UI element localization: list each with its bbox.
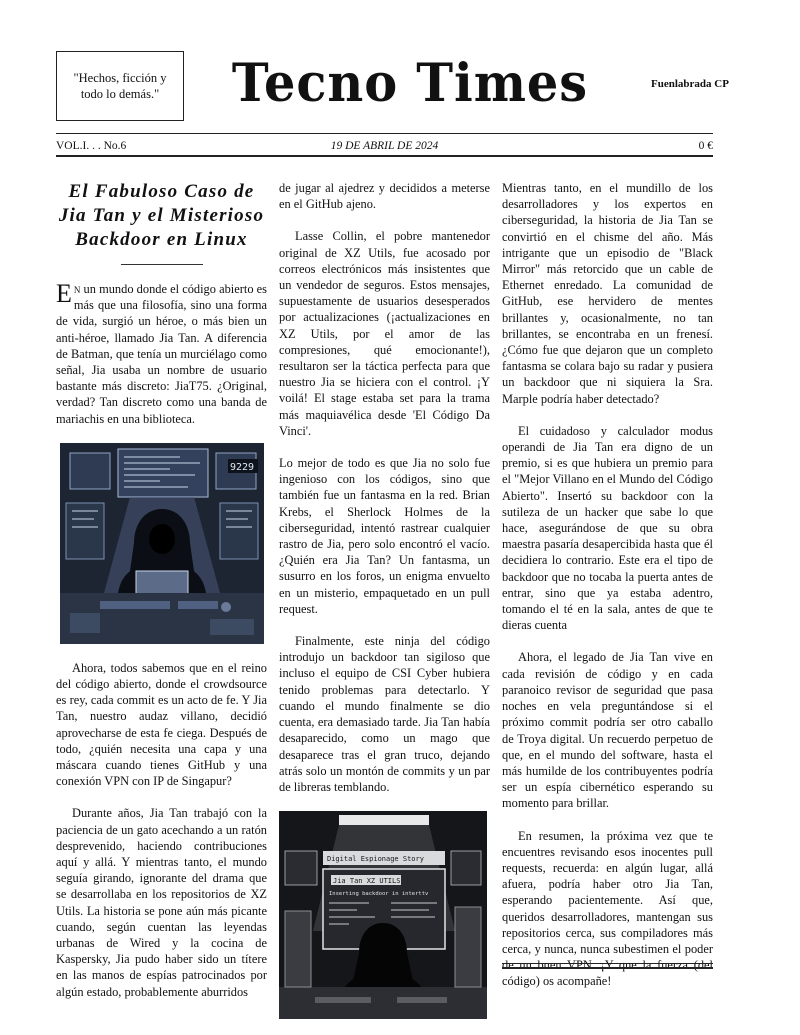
col3-paragraph-3: Ahora, el legado de Jia Tan vive en cada revisión de código y en cada paranoico revisor de seguridad que pasa noches en vela preguntándose si el próximo commit podría ser otro caballo de Troya digital. Un recuerdo perpetuo de que, en el mundo del software, hasta el más humilde de los contribuyentes podría ser un espía cibernético esperando su momento para brillar. <box>502 650 713 811</box>
headline-divider <box>121 264 203 265</box>
lead-smallcaps: n <box>73 282 81 296</box>
hooded-hacker-image <box>60 443 264 644</box>
date-label: 19 DE ABRIL DE 2024 <box>330 140 439 152</box>
col2-paragraph-4: Finalmente, este ninja del código introdujo un backdoor tan sigiloso que incluso el equipo de CSI Cyber hubiera tenido problemas para detectarlo. Y cuando el mundo finalmente se dio cuenta, era demasiado tarde. Jia Tan había desaparecido, como un mago que desaparece tras el gran truco, dejando atrás solo un montón de commits y un par de libreras temblando. <box>279 634 490 794</box>
lead-text: un mundo donde el código abierto es más que una filosofía, sino una forma de vida, surgió un héroe, o más bien un anti-héroe, llamado Jia Tan. A diferencia de Batman, que tenía un murciélago como señal, Jia usaba un nombre de usuario bastante más discreto: JiaT75. ¿Original, verdad? Tan discreto como una banda de mariachis en una biblioteca. <box>56 282 267 426</box>
location-label: Fuenlabrada CP <box>651 78 729 90</box>
banner-text: Digital Espionage Story <box>327 855 424 864</box>
col2-paragraph-1: de jugar al ajedrez y decididos a meterse en el GitHub ajeno. <box>279 181 490 212</box>
col3-paragraph-1: Mientras tanto, en el mundillo de los desarrolladores y los expertos en ciberseguridad, la historia de Jia Tan se convirtió en el chisme del año. Más intrigante que un episodio de "Black Mirror" más retorcido que un cable de Ethernet enredado. La comunidad de GitHub, ese hervidero de mentes brillantes y, ocasionalmente, no tan brillantes, se encontraba en un frenesí. ¿Cómo fue que dejaron que un completo fantasma se colara bajo su radar y pusiera un backdoor que ni siquiera la Sra. Marple podría haber detectado? <box>502 181 713 406</box>
drop-cap: E <box>56 279 72 308</box>
hacker-illustration-2 <box>279 811 487 1019</box>
column-1 <box>56 180 267 1000</box>
column-2 <box>279 180 490 1035</box>
screen-title: Jia Tan XZ UTILS <box>333 877 401 886</box>
motto-text: "Hechos, ficción y todo lo demás." <box>73 71 167 101</box>
masthead-title: Tecno Times <box>231 53 589 114</box>
clock-display: 9229 <box>230 461 255 473</box>
col3-paragraph-2: El cuidadoso y calculador modus operandi de Jia Tan era digno de un premio, si es que hubiera un premio para el "Mejor Villano en el Mundo del Código Abierto". Insertó su backdoor con la sutileza de un hacker que sabe lo que hace, asegurándose de que su obra maestra pasaría desapercibida hasta que él decidiera lo contrario. Este era el tipo de backdoor que no tocaba la puerta antes de entrar, sino que ya estaba adentro, tomando el té en la sala, antes de que te dieras cuenta <box>502 423 713 633</box>
lead-paragraph <box>56 281 267 427</box>
screen-line: Inserting backdoor in interttv <box>329 891 429 898</box>
volume-label: VOL.I. . . No.6 <box>56 140 127 152</box>
col3-paragraph-4: En resumen, la próxima vez que te encuentres revisando esos inocentes pull requests, recuerda: en algún lugar, allá afuera, podría haber otro Jia Tan, esperando pacientemente. Así que, queridos desarrolladores, mantengan sus repositorios cerca, sus compiladores más cerca, y nunca, nunca subestimen el poder de un buen VPN. ¡Y que la fuerza (del código) os acompañe! <box>502 828 713 989</box>
hacker-illustration-1 <box>60 443 264 644</box>
article-end-rule-thick <box>502 967 713 969</box>
col1-paragraph-1: Ahora, todos sabemos que en el reino del código abierto, donde el crowdsource es rey, cada commit es un acto de fe. Y Jia Tan, nuestro audaz villano, decidió aprovecharse de esta fe ciega. Después de todo, ¿quién necesita una capa y una máscara cuando tienes GitHub y una conexión VPN con IP de Singapur? <box>56 660 267 789</box>
col1-paragraph-2: Durante años, Jia Tan trabajó con la paciencia de un gato acechando a un ratón desprevenido, haciendo contribuciones aquí y allá. Y mientras tanto, el mundo seguía girando, ignorante del drama que se desarrollaba en los repositorios de XZ Utils. La historia se pone aún más picante cuando, según cuentan las leyendas urbanas de Wired y la cocina de Kaspersky, Jia pudo haber sido un títere en las manos de espías patrocinados por algún estado, probablemente aburridos <box>56 806 267 999</box>
dateline <box>56 138 713 154</box>
article-end-rule <box>502 963 713 964</box>
masthead-rule-top <box>56 133 713 134</box>
col2-paragraph-2: Lasse Collin, el pobre mantenedor original de XZ Utils, fue acosado por correos electrónicos más insistentes que un vendedor de seguros. Estos mensajes, supuestamente de usuarios desesperados por actualizaciones (¡actualizaciones en XZ Utils, por el amor de las compresiones, qué emocionante!), resultaron ser la táctica perfecta para que nuestro Jia se hiciera con el control. ¡Y voilá! El stage estaba set para la trama más maquiavélica desde 'El Código Da Vinci'. <box>279 229 490 438</box>
masthead-rule-bottom <box>56 155 713 157</box>
article-headline: El Fabuloso Caso de Jia Tan y el Misterioso Backdoor en Linux <box>58 181 265 250</box>
col2-paragraph-3: Lo mejor de todo es que Jia no solo fue ingenioso con los códigos, sino que también fue un fantasma en la red. Brian Krebs, el Sherlock Holmes de la ciberseguridad, intentó rastrear cualquier rastro de Jia, pero solo encontró el vacío. ¿Quién era Jia Tan? Un fantasma, un susurro en los foros, un enigma envuelto en un misterio, empaquetado en un pull request. <box>279 456 490 616</box>
motto-box <box>56 51 184 121</box>
column-3 <box>502 180 713 990</box>
hacker-workstation-image <box>279 811 487 1019</box>
price-label: 0 € <box>698 140 713 152</box>
